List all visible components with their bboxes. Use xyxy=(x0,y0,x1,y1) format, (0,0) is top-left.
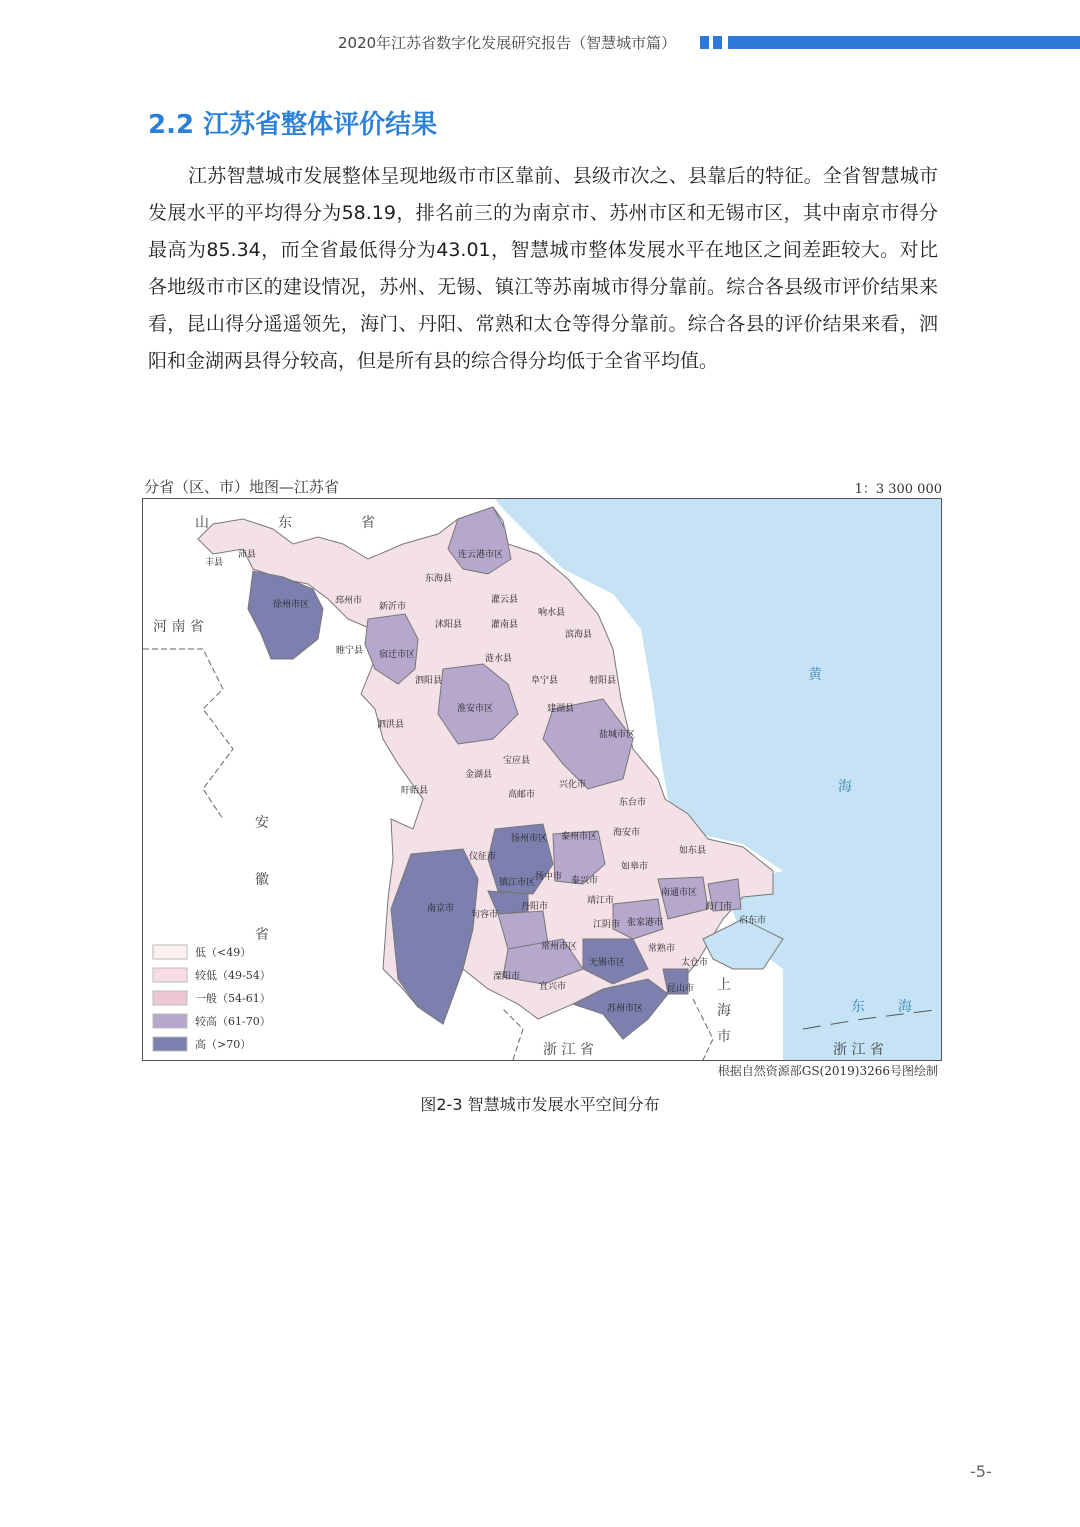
sea-label-east-sea: 海 xyxy=(898,999,912,1015)
province-label-shandong: 山 xyxy=(195,515,209,531)
region-label: 宿迁市区 xyxy=(379,650,416,660)
sea-label-east-sea: 东 xyxy=(851,999,865,1015)
legend-label: 一般（54-61） xyxy=(195,992,271,1005)
sea-label-yellow-sea: 黄 xyxy=(808,667,822,683)
region-label: 涟水县 xyxy=(485,654,513,664)
region-label: 启东市 xyxy=(739,916,767,926)
province-label-shanghai: 上 xyxy=(717,977,731,993)
map-figure xyxy=(142,472,942,1082)
region-label: 高邮市 xyxy=(508,790,536,800)
region-label: 阜宁县 xyxy=(531,676,559,686)
region-label: 射阳县 xyxy=(589,676,617,686)
region-label: 常州市区 xyxy=(541,942,578,952)
region-label: 邳州市 xyxy=(335,596,363,606)
legend-swatch xyxy=(153,1014,187,1028)
region-nanjing xyxy=(391,849,478,1024)
province-label-zhejiang: 浙 江 省 xyxy=(543,1042,594,1058)
region-label: 泰州市区 xyxy=(561,832,598,842)
legend-label: 高（>70） xyxy=(195,1038,252,1051)
jiangsu-map xyxy=(143,499,941,1060)
region-label: 滨海县 xyxy=(565,630,593,640)
map-header: 分省（区、市）地图—江苏省 xyxy=(144,478,340,496)
report-title: 2020年江苏省数字化发展研究报告（智慧城市篇） xyxy=(338,34,677,52)
region-label: 泰兴市 xyxy=(571,876,599,886)
province-label-henan: 河 南 省 xyxy=(153,619,204,635)
region-label: 南京市 xyxy=(427,904,455,914)
region-label: 金湖县 xyxy=(465,770,493,780)
region-label: 泗阳县 xyxy=(415,676,443,686)
province-label-shandong: 东 xyxy=(278,515,292,531)
region-label: 丰县 xyxy=(205,558,224,568)
header-accent-bar xyxy=(713,36,722,49)
region-label: 兴化市 xyxy=(559,780,587,790)
region-label: 灌南县 xyxy=(491,620,519,630)
region-label: 溧阳市 xyxy=(493,972,521,982)
region-label: 沭阳县 xyxy=(435,620,463,630)
region-label: 无锡市区 xyxy=(589,958,626,968)
region-label: 建湖县 xyxy=(547,704,575,714)
legend-swatch xyxy=(153,991,187,1005)
region-label: 东台市 xyxy=(619,798,647,808)
sea-label-yellow-sea: 海 xyxy=(838,779,852,795)
region-label: 沛县 xyxy=(238,550,257,560)
legend-swatch xyxy=(153,968,187,982)
region-label: 如东县 xyxy=(679,846,707,856)
region-label: 灌云县 xyxy=(491,595,519,605)
region-label: 扬州市区 xyxy=(511,834,548,844)
province-label-anhui: 安 xyxy=(255,815,269,831)
region-label: 东海县 xyxy=(425,574,453,584)
region-label: 睢宁县 xyxy=(336,646,364,656)
region-label: 宝应县 xyxy=(503,756,531,766)
region-label: 连云港市区 xyxy=(458,550,504,560)
legend-label: 低（<49） xyxy=(195,946,252,959)
region-label: 常熟市 xyxy=(648,944,676,954)
region-label: 扬中市 xyxy=(535,872,563,882)
region-label: 淮安市区 xyxy=(457,704,494,714)
province-label-zhejiang: 浙 江 省 xyxy=(833,1042,884,1058)
region-label: 响水县 xyxy=(538,608,566,618)
region-label: 靖江市 xyxy=(587,896,615,906)
body-paragraph: 江苏智慧城市发展整体呈现地级市市区靠前、县级市次之、县靠后的特征。全省智慧城市发展水平的平均得分为58.19，排名前三的为南京市、苏州市区和无锡市区，其中南京市得分最高为85.34，而全省最低得分为43.01，智慧城市整体发展水平在地区之间差距较大。对比各地级市市区的建设情况，苏州、无锡、镇江等苏南城市得分靠前。综合各县级市评价结果来看，昆山得分遥遥领先，海门、丹阳、常熟和太仓等得分靠前。综合各县的评价结果来看，泗阳和金湖两县得分较高，但是所有县的综合得分均低于全省平均值。 xyxy=(148,165,938,372)
page-header xyxy=(0,28,1080,56)
region-label: 盐城市区 xyxy=(599,730,636,740)
region-label: 新沂市 xyxy=(379,602,407,612)
region-label: 徐州市区 xyxy=(273,600,310,610)
region-label: 句容市 xyxy=(471,910,499,920)
province-border xyxy=(693,999,713,1060)
province-label-shanghai: 海 xyxy=(717,1003,731,1019)
legend-swatch xyxy=(153,945,187,959)
figure-caption: 图2-3 智慧城市发展水平空间分布 xyxy=(420,1095,660,1114)
region-label: 宜兴市 xyxy=(539,982,567,992)
map-frame xyxy=(142,498,942,1061)
province-border xyxy=(143,649,233,819)
region-label: 镇江市区 xyxy=(499,878,536,888)
region-label: 张家港市 xyxy=(627,918,664,928)
region-label: 江阴市 xyxy=(593,920,621,930)
region-label: 丹阳市 xyxy=(521,902,549,912)
map-credit: 根据自然资源部GS(2019)3266号图绘制 xyxy=(717,1064,938,1078)
header-accent-bar xyxy=(728,36,1080,49)
region-label: 如皋市 xyxy=(621,862,649,872)
header-accent-bar xyxy=(700,36,709,49)
map-scale: 1：3 300 000 xyxy=(854,482,942,497)
region-label: 泗洪县 xyxy=(377,720,405,730)
region-label: 海安市 xyxy=(613,828,641,838)
legend-label: 较低（49-54） xyxy=(195,969,271,982)
region-label: 昆山市 xyxy=(667,984,695,994)
region-label: 仪征市 xyxy=(469,852,497,862)
section-title: 2.2 江苏省整体评价结果 xyxy=(148,110,438,140)
region-label: 苏州市区 xyxy=(607,1004,644,1014)
region-label: 海门市 xyxy=(705,902,733,912)
region-label: 太仓市 xyxy=(681,958,709,968)
province-border xyxy=(503,1009,523,1060)
page-number: -5- xyxy=(970,1462,992,1481)
province-label-anhui: 徽 xyxy=(255,872,269,888)
legend-label: 较高（61-70） xyxy=(195,1015,271,1028)
legend-swatch xyxy=(153,1037,187,1051)
region-label: 盱眙县 xyxy=(401,786,429,796)
province-label-shandong: 省 xyxy=(361,515,375,531)
province-label-anhui: 省 xyxy=(255,927,269,943)
province-label-shanghai: 市 xyxy=(717,1029,731,1045)
region-label: 南通市区 xyxy=(661,888,698,898)
